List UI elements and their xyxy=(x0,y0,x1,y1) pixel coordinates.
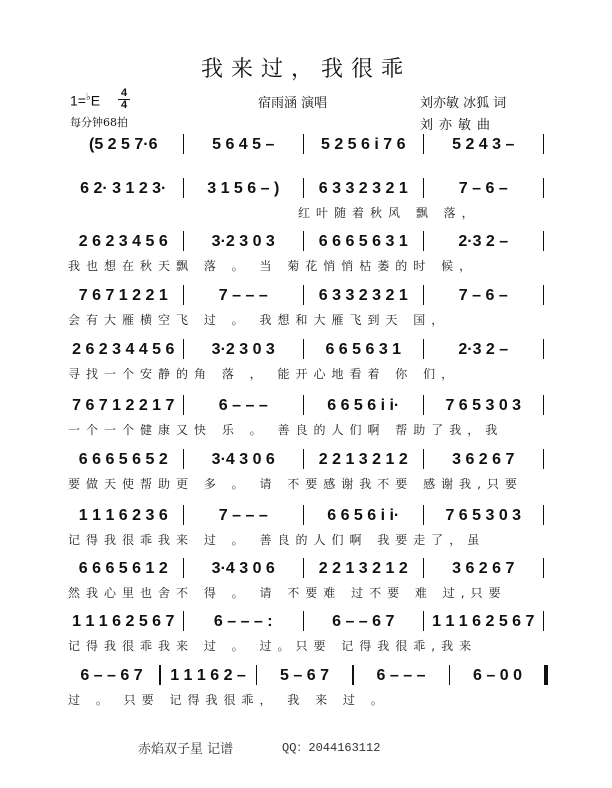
measure: (5 2 5 7·6 xyxy=(89,136,158,153)
measure: 6 6 6 5 6 1 2 xyxy=(78,560,168,577)
barline xyxy=(543,611,545,631)
barline xyxy=(423,395,425,415)
barline xyxy=(423,134,425,154)
measure: 1 1 1 6 2 3 6 xyxy=(78,507,168,524)
barline xyxy=(543,449,545,469)
notation-line xyxy=(68,176,548,198)
contact-qq: QQ：2044163112 xyxy=(282,741,381,755)
barline xyxy=(303,449,305,469)
measure: 7 – 6 – xyxy=(458,180,508,197)
measure: 3 6 2 6 7 xyxy=(452,560,515,577)
time-top: 4 xyxy=(120,87,128,99)
lyrics-line: 寻找一个安静的角 落 ， 能开心地看着 你 们， xyxy=(68,367,460,381)
measure: 5 6 4 5 – xyxy=(212,136,275,153)
barline xyxy=(183,134,185,154)
measure: 3·4 3 0 6 xyxy=(211,451,275,468)
notation-line xyxy=(68,609,548,631)
time-signature xyxy=(118,89,130,110)
measure: 6 6 5 6 i i· xyxy=(327,507,400,524)
measure: 1 1 1 6 2 5 6 7 xyxy=(72,613,175,630)
barline xyxy=(303,285,305,305)
barline xyxy=(183,449,185,469)
flat-symbol: ♭ xyxy=(85,92,91,103)
measure: 2 6 2 3 4 4 5 6 xyxy=(72,341,175,358)
time-bottom: 4 xyxy=(120,99,128,111)
barline xyxy=(423,611,425,631)
measure: 6 – – 6 7 xyxy=(80,667,143,684)
barline xyxy=(303,611,305,631)
key-prefix: 1= xyxy=(70,92,86,109)
barline xyxy=(423,285,425,305)
barline xyxy=(159,665,161,685)
measure: 2·3 2 – xyxy=(458,341,509,358)
barline xyxy=(543,285,545,305)
measure: 2 6 2 3 4 5 6 xyxy=(78,233,168,250)
measure: 3·4 3 0 6 xyxy=(211,560,275,577)
lyrics-line: 记得我很乖我来 过 。 善良的人们啊 我要走了，虽 xyxy=(68,533,486,547)
lyrics-line: 记得我很乖我来 过 。 过。只要 记得我很乖,我来 xyxy=(68,639,478,653)
measure: 1 1 1 6 2 5 6 7 xyxy=(432,613,535,630)
barline xyxy=(183,558,185,578)
barline xyxy=(423,558,425,578)
measure: 6 6 6 5 6 5 2 xyxy=(78,451,168,468)
barline xyxy=(183,231,185,251)
tempo-marking: 每分钟68拍 xyxy=(70,116,128,129)
measure: 7 6 5 3 0 3 xyxy=(445,397,522,414)
singer-credit: 宿雨涵 演唱 xyxy=(258,96,328,111)
barline xyxy=(183,395,185,415)
barline xyxy=(303,395,305,415)
measure: 3·2 3 0 3 xyxy=(211,341,275,358)
measure: 7 6 5 3 0 3 xyxy=(445,507,522,524)
measure: 7 – 6 – xyxy=(458,287,508,304)
measure: 6 6 5 6 3 1 xyxy=(325,341,402,358)
notation-line xyxy=(68,393,548,415)
barline xyxy=(449,665,451,685)
barline xyxy=(423,178,425,198)
final-barline xyxy=(544,665,548,685)
song-title: 我来过，我很乖 xyxy=(200,57,411,82)
barline xyxy=(183,339,185,359)
measure: 7 6 7 1 2 2 1 7 xyxy=(72,397,175,414)
barline xyxy=(423,505,425,525)
key-signature xyxy=(70,92,100,109)
measure: 1 1 1 6 2 – xyxy=(170,667,246,684)
notation-line xyxy=(68,229,548,251)
measure: 2 2 1 3 2 1 2 xyxy=(318,451,408,468)
barline xyxy=(543,395,545,415)
notation-line xyxy=(68,663,548,685)
measure: 6 – – – xyxy=(218,397,268,414)
barline xyxy=(423,449,425,469)
measure: 2·3 2 – xyxy=(458,233,509,250)
measure: 6 – – 6 7 xyxy=(332,613,395,630)
barline xyxy=(183,285,185,305)
barline xyxy=(303,558,305,578)
measure: 3·2 3 0 3 xyxy=(211,233,275,250)
measure: 5 2 4 3 – xyxy=(452,136,515,153)
notation-line xyxy=(68,447,548,469)
measure: 2 2 1 3 2 1 2 xyxy=(318,560,408,577)
measure: 7 6 7 1 2 2 1 xyxy=(78,287,168,304)
measure: 5 2 5 6 i 7 6 xyxy=(320,136,406,153)
measure: 6 3 3 2 3 2 1 xyxy=(318,180,408,197)
measure: 3 1 5 6 – ) xyxy=(207,180,280,197)
lyrics-line: 然我心里也舍不 得 。 请 不要难 过不要 难 过,只要 xyxy=(68,586,507,600)
lyrics-line: 要做天使帮助更 多 。 请 不要感谢我不要 感谢我,只要 xyxy=(68,477,523,491)
lyrics-line: 我也想在秋天飘 落 。 当 菊花悄悄枯萎的时 候， xyxy=(68,259,478,273)
barline xyxy=(303,231,305,251)
barline xyxy=(183,178,185,198)
barline xyxy=(423,231,425,251)
measure: 3 6 2 6 7 xyxy=(452,451,515,468)
measure: 7 – – – xyxy=(218,287,268,304)
key-note: E xyxy=(90,92,101,109)
measure: 6 6 6 5 6 3 1 xyxy=(318,233,408,250)
barline xyxy=(543,178,545,198)
barline xyxy=(543,134,545,154)
notation-line xyxy=(68,132,548,154)
barline xyxy=(543,231,545,251)
measure: 6 – – – : xyxy=(213,613,273,630)
barline xyxy=(256,665,258,685)
measure: 6 6 5 6 i i· xyxy=(327,397,400,414)
barline xyxy=(543,558,545,578)
barline xyxy=(543,339,545,359)
lyricist-credit: 刘亦敏 冰狐 词 xyxy=(420,96,507,111)
measure: 6 3 3 2 3 2 1 xyxy=(318,287,408,304)
measure: 7 – – – xyxy=(218,507,268,524)
measure: 6 2· 3 1 2 3· xyxy=(80,180,167,197)
measure: 6 – – – xyxy=(376,667,426,684)
notation-line xyxy=(68,337,548,359)
barline xyxy=(303,505,305,525)
notation-line xyxy=(68,283,548,305)
notation-line xyxy=(68,503,548,525)
notation-line xyxy=(68,556,548,578)
barline xyxy=(352,665,354,685)
barline xyxy=(303,178,305,198)
measure: 6 – 0 0 xyxy=(473,667,522,684)
barline xyxy=(423,339,425,359)
barline xyxy=(183,505,185,525)
lyrics-line: 会有大雁横空飞 过 。 我想和大雁飞到天 国， xyxy=(68,313,450,327)
lyrics-line: 红叶随着秋风 飘 落， xyxy=(298,206,480,220)
barline xyxy=(303,339,305,359)
transcriber-credit: 赤焰双子星 记谱 xyxy=(138,742,234,757)
lyrics-line: 一个一个健康又快 乐 。 善良的人们啊 帮助了我，我 xyxy=(68,423,504,437)
barline xyxy=(183,611,185,631)
barline xyxy=(303,134,305,154)
lyrics-line: 过 。 只要 记得我很乖， 我 来 过 。 xyxy=(68,693,389,707)
barline xyxy=(543,505,545,525)
composer-credit: 刘亦敏曲 xyxy=(420,118,497,133)
measure: 5 – 6 7 xyxy=(280,667,329,684)
